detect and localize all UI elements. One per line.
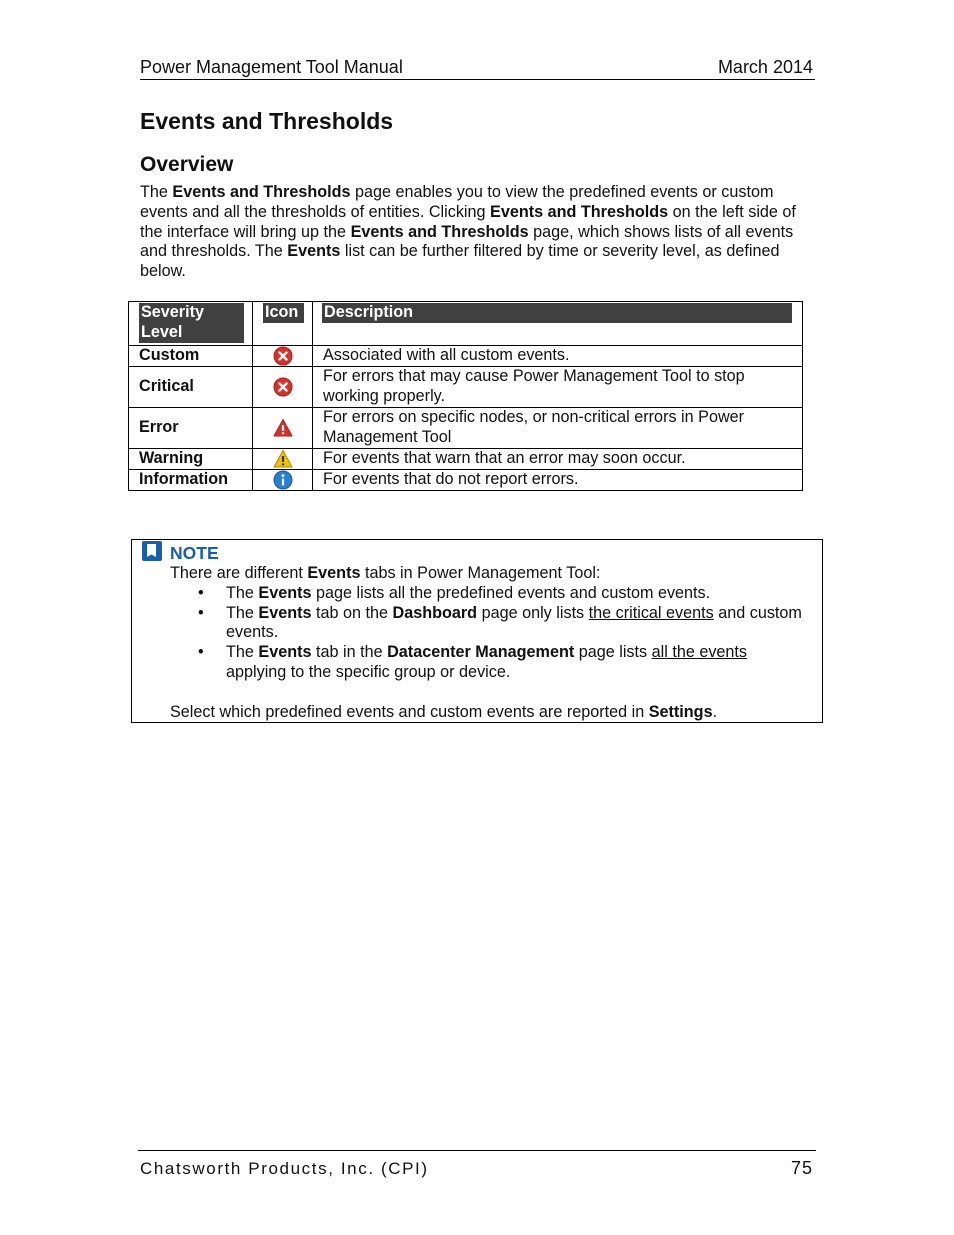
section-heading: Events and Thresholds (140, 108, 394, 134)
table-row (129, 408, 803, 449)
note-book-icon (141, 540, 163, 562)
error-x-icon (273, 346, 293, 366)
table-row (129, 367, 803, 408)
note-text: and custom events. (226, 603, 802, 642)
note-list (170, 584, 810, 683)
alert-triangle-red-icon (273, 418, 293, 438)
note-text: tab on the (311, 603, 393, 622)
note-text: page lists all the predefined events and custom events. (311, 583, 711, 602)
error-x-icon (273, 377, 293, 397)
intro-text: page, which shows lists of all events and thresholds. The (140, 222, 794, 261)
note-bold: Events (258, 583, 312, 602)
intro-bold: Events and Thresholds (490, 202, 669, 221)
intro-bold: Events and Thresholds (350, 222, 529, 241)
note-title: NOTE (170, 543, 219, 563)
severity-description: For events that warn that an error may soon occur. (313, 449, 803, 470)
table-header-row (129, 302, 803, 346)
icon-cell (253, 367, 313, 408)
note-text: Select which predefined events and custom events are reported in (170, 702, 649, 721)
note-text: applying to the specific group or device. (226, 662, 511, 681)
note-text: . (712, 702, 718, 721)
manual-title: Power Management Tool Manual (140, 57, 403, 77)
severity-description: For errors on specific nodes, or non-critical errors in Power Management Tool (313, 408, 803, 449)
header-date: March 2014 (717, 57, 813, 77)
header-label: Severity Level (139, 303, 244, 343)
severity-description: For errors that may cause Power Management Tool to stop working properly. (313, 367, 803, 408)
bullet: • (198, 643, 204, 662)
note-bold: Events (307, 564, 361, 582)
intro-bold: Events (287, 242, 341, 261)
intro-text: page enables you to view the predefined events or custom events and all the thresholds of entities. Clicking (140, 183, 774, 221)
note-closing (170, 703, 810, 723)
note-body (170, 564, 810, 722)
page-footer (138, 1150, 816, 1178)
severity-level: Information (129, 470, 253, 491)
note-text: The (226, 583, 259, 602)
table-row (129, 470, 803, 491)
icon-cell (253, 470, 313, 491)
page-header (140, 57, 815, 80)
note-text: The (226, 643, 259, 662)
note-bold: Datacenter Management (387, 643, 575, 662)
note-bold: Events (258, 603, 312, 622)
severity-level: Error (129, 408, 253, 449)
severity-level: Critical (129, 367, 253, 408)
severity-description: For events that do not report errors. (313, 470, 803, 491)
severity-table (128, 301, 803, 491)
subsection-heading: Overview (140, 153, 234, 176)
header-label: Icon (263, 303, 304, 323)
intro-bold: Events and Thresholds (172, 183, 351, 201)
severity-level: Custom (129, 346, 253, 367)
list-item (170, 584, 810, 604)
severity-level: Warning (129, 449, 253, 470)
note-text: tabs in Power Management Tool: (360, 564, 601, 582)
severity-description: Associated with all custom events. (313, 346, 803, 367)
note-box (131, 539, 823, 723)
note-lead (170, 564, 810, 584)
note-bold: Settings (648, 702, 713, 721)
warning-triangle-yellow-icon (273, 449, 293, 469)
intro-text: list can be further filtered by time or severity level, as defined below. (140, 242, 780, 281)
intro-text: The (140, 183, 173, 201)
header-label: Description (322, 303, 792, 323)
note-text: There are different (170, 564, 308, 582)
page-number: 75 (790, 1158, 813, 1178)
note-text: page lists (574, 643, 652, 662)
critical-events-link[interactable]: the critical events (588, 603, 714, 622)
header-cell-description (313, 302, 803, 346)
intro-text: on the left side of the interface will bring up the (140, 202, 796, 241)
footer-company: Chatsworth Products, Inc. (CPI) (140, 1159, 429, 1178)
bullet: • (198, 603, 204, 622)
list-item (170, 604, 810, 644)
icon-cell (253, 408, 313, 449)
info-circle-icon (273, 470, 293, 490)
header-cell-icon (253, 302, 313, 346)
table-row (129, 346, 803, 367)
bullet: • (198, 583, 204, 602)
note-bold: Dashboard (392, 603, 478, 622)
icon-cell (253, 346, 313, 367)
icon-cell (253, 449, 313, 470)
note-text: tab in the (311, 643, 388, 662)
note-text: The (226, 603, 259, 622)
note-text: page only lists (477, 603, 589, 622)
list-item (170, 643, 810, 683)
intro-paragraph (140, 183, 816, 282)
header-cell-severity (129, 302, 253, 346)
note-bold: Events (258, 643, 312, 662)
all-events-link[interactable]: all the events (651, 643, 748, 662)
table-row (129, 449, 803, 470)
